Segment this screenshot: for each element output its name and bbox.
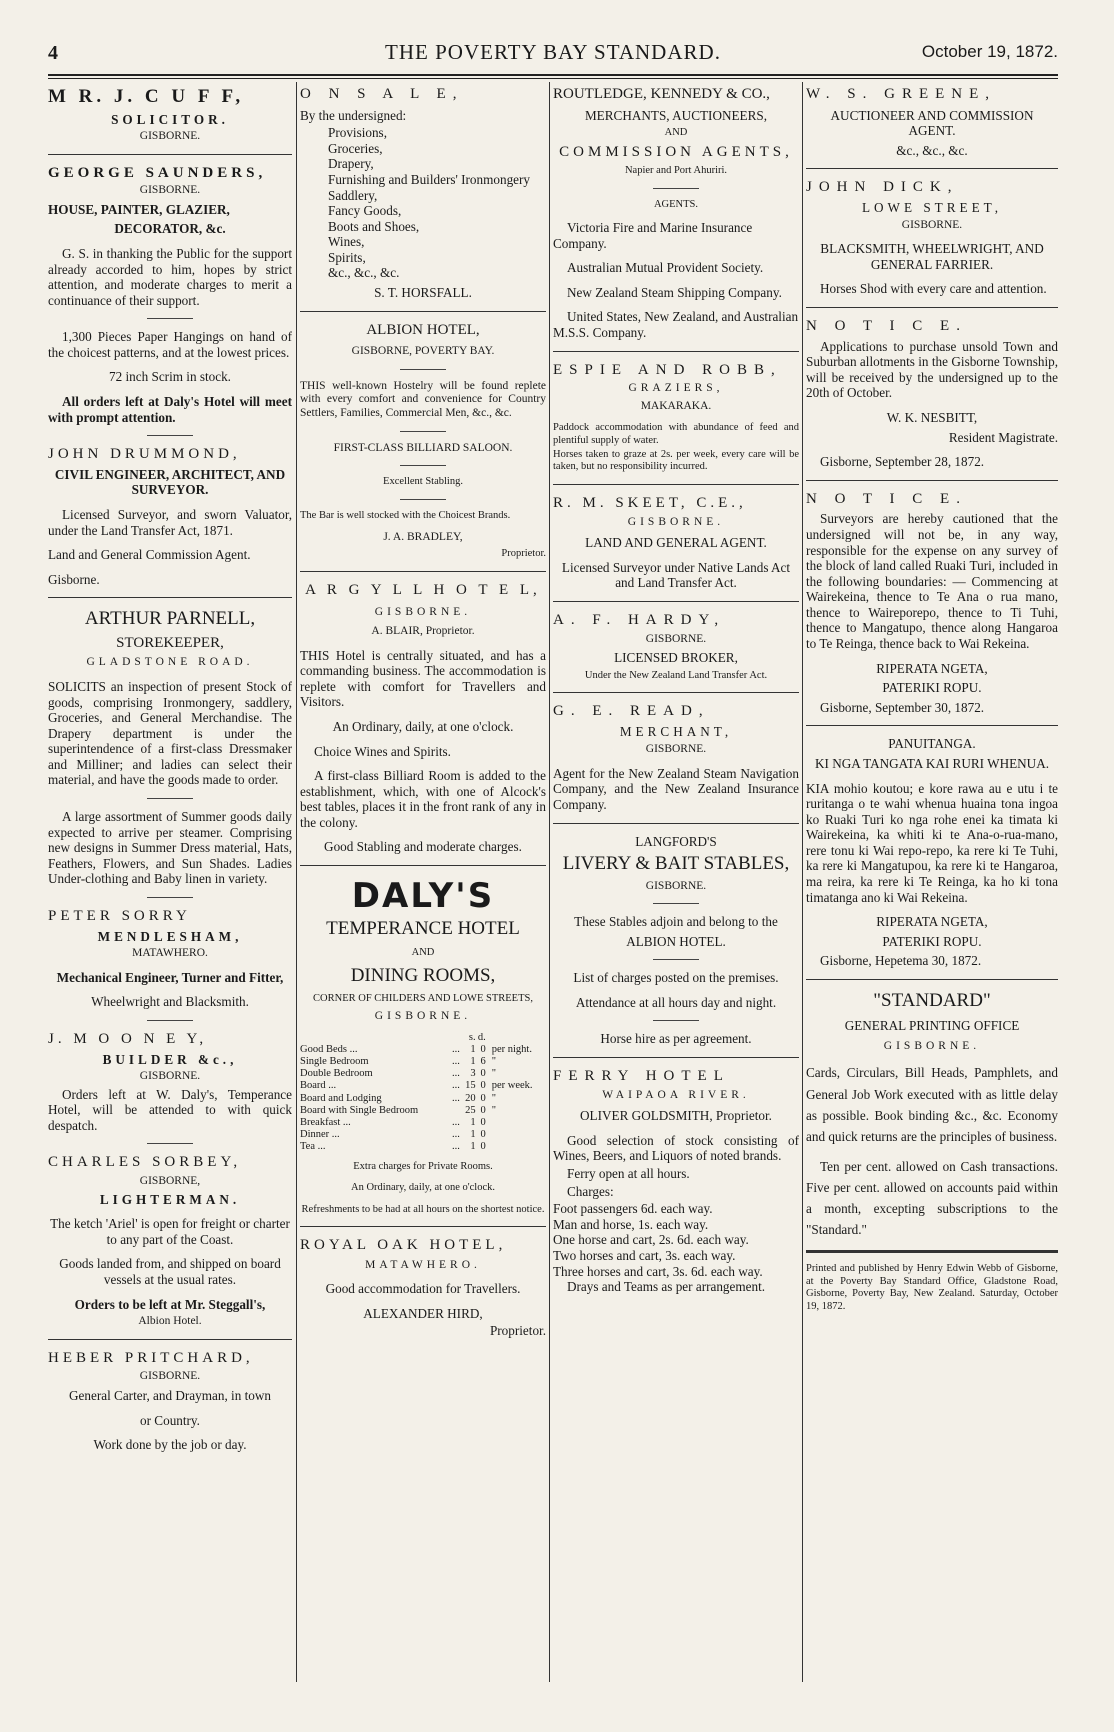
issue-date: October 19, 1872. <box>921 42 1058 61</box>
divider <box>300 1226 546 1227</box>
ad-signature: ALEXANDER HIRD, <box>363 1305 483 1321</box>
ad-signature-title: Proprietor. <box>501 548 546 560</box>
tariff-cell-dots: ... <box>451 1044 460 1056</box>
ferry-rate: Three horses and cart, 3s. 6d. each way. <box>553 1263 763 1279</box>
ad-text: CORNER OF CHILDERS AND LOWE STREETS, <box>313 993 533 1005</box>
ad-heading: M R. J. C U F F, <box>48 86 245 107</box>
sale-item: &c., &c., &c. <box>328 265 400 281</box>
ad-subheading: BUILDER &c., <box>102 1051 238 1067</box>
tariff-cell-item: Good Beds ... <box>300 1044 358 1056</box>
divider <box>400 465 446 466</box>
ad-place: GISBORNE. <box>139 129 201 142</box>
tariff-header-cell: d. <box>477 1032 486 1044</box>
ad-subheading: MERCHANT, <box>619 723 733 739</box>
ad-greene <box>806 86 1058 158</box>
header-rule-thin <box>48 78 1058 79</box>
divider <box>400 431 446 432</box>
ad-place: GISBORNE. <box>627 515 725 528</box>
ad-place: GISBORNE. <box>901 218 963 231</box>
ad-text: Cards, Circulars, Bill Heads, Pamphlets, and General Job Work executed with as little delay as possible. Book binding &c., &c. Economy and quick returns are the principles of business. <box>806 1065 1058 1144</box>
tariff-cell-note: " <box>491 1068 497 1080</box>
tariff-cell-dots: ... <box>451 1128 460 1140</box>
ad-heading: GEORGE SAUNDERS, <box>48 164 267 181</box>
ad-subheading: LIGHTERMAN. <box>99 1191 241 1207</box>
tariff-cell-s: 15 <box>465 1080 476 1092</box>
ad-saunders <box>48 165 292 426</box>
ad-text: By the undersigned: <box>300 107 407 123</box>
divider <box>48 597 292 598</box>
tariff-cell-s: 1 <box>470 1140 476 1152</box>
sale-item: Furnishing and Builders' Ironmongery <box>328 172 530 187</box>
ad-signature: S. T. HORSFALL. <box>374 285 472 301</box>
ad-text: Attendance at all hours day and night. <box>575 994 777 1010</box>
ad-place: MATAWHERO. <box>132 947 208 960</box>
tariff-cell-d: 0 <box>480 1044 486 1056</box>
ad-signature: J. A. BRADLEY, <box>383 530 463 543</box>
ad-hardy <box>553 612 799 682</box>
page-header <box>48 40 1058 70</box>
tariff-cell-item: Breakfast ... <box>300 1116 351 1128</box>
ad-subheading: MENDLESHAM, <box>97 928 243 944</box>
ad-text: Ten per cent. allowed on Cash transactions. Five per cent. allowed on accounts paid within a month, excepting subscriptions to the "Standard." <box>806 1158 1058 1238</box>
tariff-cell-d: 0 <box>480 1092 486 1104</box>
agent-item: Victoria Fire and Marine Insurance Company. <box>553 220 753 251</box>
ad-text: Under the New Zealand Land Transfer Act. <box>584 669 768 681</box>
divider <box>400 369 446 370</box>
ad-place: GISBORNE. <box>645 743 707 756</box>
tariff-cell-note: per week. <box>491 1080 533 1092</box>
tariff-cell-note: " <box>491 1104 497 1116</box>
page-number: 4 <box>48 42 58 64</box>
ad-text: Paddock accommodation with abundance of feed and plentiful supply of water. <box>553 422 799 446</box>
ad-text: Licensed Surveyor, and sworn Valuator, under the Land Transfer Act, 1871. <box>48 507 292 538</box>
sale-item-list <box>300 125 546 281</box>
ad-heading: JOHN DICK, <box>806 179 959 196</box>
ad-text: Land and General Commission Agent. <box>48 547 251 563</box>
tariff-cell-s: 3 <box>470 1068 476 1080</box>
divider <box>300 311 546 312</box>
tariff-row <box>300 1105 546 1117</box>
ad-dalys-hotel <box>300 876 546 1216</box>
ad-text: All orders left at Daly's Hotel will meet with prompt attention. <box>48 394 292 425</box>
divider <box>553 692 799 693</box>
tariff-row <box>300 1129 546 1141</box>
ad-heading: ALBION HOTEL, <box>366 321 480 338</box>
ferry-rate: One horse and cart, 2s. 6d. each way. <box>553 1232 749 1248</box>
ad-notice-ngeta <box>806 491 1058 716</box>
ad-text: Horses taken to graze at 2s. per week, every care will be taken, but no responsibility incurred. <box>553 449 799 473</box>
ad-sorbey <box>48 1154 292 1328</box>
ad-read <box>553 703 799 813</box>
ad-signature: OLIVER GOLDSMITH, Proprietor. <box>580 1108 772 1124</box>
tariff-cell-item: Tea ... <box>300 1140 326 1152</box>
column-divider <box>549 82 550 1682</box>
tariff-row <box>300 1056 546 1068</box>
ad-text: Orders to be left at Mr. Steggall's, <box>74 1296 266 1312</box>
ad-mooney <box>48 1031 292 1134</box>
tariff-row <box>300 1093 546 1105</box>
ad-text: Horse hire as per agreement. <box>600 1031 752 1047</box>
divider <box>806 480 1058 481</box>
ad-text: THIS well-known Hostelry will be found replete with every comfort and convenience for Country Settlers, Families, Commercial Men, &c., &c. <box>300 379 546 419</box>
ad-heading: ARTHUR PARNELL, <box>84 608 256 630</box>
ad-subheading: AUCTIONEER AND COMMISSION AGENT. <box>830 107 1034 139</box>
ad-text: Applications to purchase unsold Town and Suburban allotments in the Gisborne Township, will be received by the undersigned up to the 20th of October. <box>806 338 1058 401</box>
ad-subheading: COMMISSION AGENTS, <box>559 143 793 160</box>
tariff-cell-note: " <box>491 1056 497 1068</box>
ad-subheading: HOUSE, PAINTER, GLAZIER, <box>48 201 230 217</box>
tariff-cell-d: 0 <box>480 1116 486 1128</box>
ad-heading: N O T I C E. <box>806 490 967 507</box>
tariff-cell-dots: ... <box>451 1092 460 1104</box>
tariff-cell-d: 0 <box>480 1140 486 1152</box>
ad-text: AGENTS. <box>653 198 699 210</box>
ad-text: Wheelwright and Blacksmith. <box>91 994 249 1010</box>
tariff-cell-dots: ... <box>451 1068 460 1080</box>
ad-subheading: STOREKEEPER, <box>116 634 224 651</box>
ad-heading: PETER SORRY <box>48 907 191 924</box>
ad-heading: A R G Y L L H O T E L, <box>305 581 541 598</box>
ad-text: A first-class Billiard Room is added to the establishment, which, with one of Alcock's best tables, places it in the front rank of any in the colony. <box>300 768 546 830</box>
ad-heading: ROUTLEDGE, KENNEDY & CO., <box>553 86 770 102</box>
divider <box>806 979 1058 980</box>
agent-item: United States, New Zealand, and Australian M.S.S. Company. <box>553 309 799 340</box>
tariff-cell-note <box>486 1117 546 1129</box>
tariff-cell-s: 1 <box>470 1044 476 1056</box>
ad-heading: A. F. HARDY, <box>553 611 726 628</box>
sale-item: Fancy Goods, <box>328 203 402 219</box>
ad-signature: PATERIKI ROPU. <box>882 933 982 949</box>
ad-place: GISBORNE, POVERTY BAY. <box>351 345 495 358</box>
ad-text: Charges: <box>567 1183 614 1199</box>
tariff-header <box>300 1032 546 1044</box>
ad-albion-hotel <box>300 322 546 561</box>
ad-text: AND <box>664 127 688 139</box>
divider <box>653 1020 699 1021</box>
sale-item: Boots and Shoes, <box>328 218 420 234</box>
ad-signature: W. K. NESBITT, <box>886 409 978 425</box>
divider <box>300 571 546 572</box>
divider <box>806 168 1058 169</box>
tariff-cell-d: 0 <box>480 1080 486 1092</box>
ad-heading: N O T I C E. <box>806 317 967 334</box>
ad-text: Surveyors are hereby cautioned that the undersigned will not be, in any way, responsible for the expense on any survey of the block of land called Ruaki Turi, included in the following boundaries: — Commencing at Wairekeina, thence to Te Ana o rua mano, thence to Waireporepo, thence to Ti Tuhi, thence to Mangatupo, thence along Hangaroa to Te Reinga, thence back to Wai Rekeina. <box>806 511 1058 652</box>
column-3 <box>553 86 799 1686</box>
divider <box>400 499 446 500</box>
ad-signature: A. BLAIR, Proprietor. <box>371 625 475 638</box>
ad-heading: CHARLES SORBEY, <box>48 1154 242 1171</box>
ad-text: 1,300 Pieces Paper Hangings on hand of the choicest patterns, and at the lowest prices. <box>48 329 292 360</box>
ad-place: GISBORNE. <box>645 632 707 645</box>
ad-text: or Country. <box>140 1412 200 1428</box>
ad-text: Agent for the New Zealand Steam Navigation Company, and the New Zealand Insurance Company. <box>553 765 799 813</box>
ad-text: Good Stabling and moderate charges. <box>324 839 522 855</box>
ad-ferry-hotel <box>553 1068 799 1295</box>
ad-routledge <box>553 86 799 341</box>
ad-langford <box>553 834 799 1047</box>
divider <box>553 1057 799 1058</box>
divider <box>553 484 799 485</box>
printer-imprint: Printed and published by Henry Edwin Webb of Gisborne, at the Poverty Bay Standard Office, Gladstone Road, Gisborne, Poverty Bay, New Zealand. Saturday, October 19, 1872. <box>806 1263 1058 1312</box>
ad-date: Gisborne, September 28, 1872. <box>820 454 985 470</box>
ad-text: Good accommodation for Travellers. <box>325 1281 521 1297</box>
ad-text: General Carter, and Drayman, in town <box>69 1387 271 1403</box>
divider <box>806 725 1058 726</box>
ad-text: List of charges posted on the premises. <box>573 970 779 986</box>
ad-place: GISBORNE. <box>883 1039 981 1052</box>
tariff-cell-d: 0 <box>480 1068 486 1080</box>
ferry-rates-list <box>553 1201 799 1279</box>
ad-text: An Ordinary, daily, at one o'clock. <box>351 1182 495 1194</box>
tariff-cell-d: 6 <box>480 1056 486 1068</box>
ad-heading: "STANDARD" <box>873 989 991 1011</box>
ad-subheading: TEMPERANCE HOTEL <box>326 918 520 940</box>
ad-date: Gisborne, September 30, 1872. <box>820 699 985 715</box>
divider <box>553 823 799 824</box>
ad-text: ALBION HOTEL. <box>626 933 726 949</box>
column-1 <box>48 86 292 1686</box>
tariff-cell-s: 1 <box>470 1056 476 1068</box>
tariff-cell-d: 0 <box>480 1104 486 1116</box>
ad-sorry <box>48 908 292 1010</box>
ad-heading: J. M O O N E Y, <box>48 1030 208 1047</box>
ad-subheading: GRAZIERS, <box>628 382 724 395</box>
ad-heading: ROYAL OAK HOTEL, <box>300 1236 507 1253</box>
ad-text: The ketch 'Ariel' is open for freight or charter to any part of the Coast. <box>50 1216 290 1247</box>
agent-item: New Zealand Steam Shipping Company. <box>567 284 782 300</box>
divider <box>806 307 1058 308</box>
ad-text: Choice Wines and Spirits. <box>314 743 451 759</box>
column-2 <box>300 86 546 1686</box>
tariff-header-cell: s. <box>468 1032 476 1044</box>
divider <box>553 601 799 602</box>
ad-heading: O N S A L E, <box>300 86 464 102</box>
column-divider <box>296 82 297 1682</box>
tariff-cell-s: 1 <box>470 1128 476 1140</box>
tariff-cell-item: Double Bedroom <box>300 1068 373 1080</box>
ferry-rate: Two horses and cart, 3s. each way. <box>553 1247 736 1263</box>
ad-place: GISBORNE. <box>374 1009 472 1022</box>
ad-text: &c., &c., &c. <box>896 142 968 158</box>
ad-text: AND <box>411 946 435 958</box>
ad-text: Ferry open at all hours. <box>567 1166 690 1182</box>
tariff-cell-s: 20 <box>465 1092 476 1104</box>
ad-heading: JOHN DRUMMOND, <box>48 446 241 463</box>
ferry-rate: Foot passengers 6d. each way. <box>553 1201 713 1217</box>
ad-text: Refreshments to be had at all hours on the shortest notice. <box>301 1203 545 1215</box>
ad-place: GISBORNE, <box>139 1175 201 1188</box>
column-4 <box>806 86 1058 1686</box>
ad-text: Excellent Stabling. <box>383 476 463 488</box>
ad-subheading: LIVERY & BAIT STABLES, <box>562 853 790 875</box>
tariff-row <box>300 1141 546 1153</box>
ad-subheading: BLACKSMITH, WHEELWRIGHT, AND GENERAL FARRIER. <box>820 241 1044 272</box>
tariff-cell-dots: ... <box>451 1140 460 1152</box>
tariff-cell-dots: ... <box>451 1080 460 1092</box>
ad-heading: LANGFORD'S <box>635 833 717 849</box>
tariff-cell-note <box>486 1141 546 1153</box>
ad-date: Gisborne, Hepetema 30, 1872. <box>820 953 982 969</box>
sale-item: Drapery, <box>328 156 374 172</box>
tariff-cell-item: Dinner ... <box>300 1128 340 1140</box>
sale-item: Wines, <box>328 234 365 250</box>
divider <box>48 154 292 155</box>
divider <box>147 435 193 436</box>
tariff-cell-s: 1 <box>470 1116 476 1128</box>
ad-subheading: DECORATOR, &c. <box>114 221 226 237</box>
ad-place: GLADSTONE ROAD. <box>86 656 254 669</box>
ad-text: Goods landed from, and shipped on board vessels at the usual rates. <box>59 1256 281 1288</box>
ferry-rate: Man and horse, 1s. each way. <box>553 1216 709 1232</box>
ad-text: A large assortment of Summer goods daily expected to arrive per steamer. Comprising new designs in Summer Dress material, Hats, Feathers, Flowers, and Sun Shades. Ladies Under-clothing and Baby linen in variety. <box>48 809 292 887</box>
divider <box>300 865 546 866</box>
ad-text: SOLICITS an inspection of present Stock of goods, comprising Ironmongery, saddlery, Groceries, and General Merchandise. The Drapery department is under the superintendence of a first-class Dressmaker and Milliner; and ladies can select their material, and have the goods made to order. <box>48 678 292 788</box>
ad-dick <box>806 179 1058 297</box>
tariff-row <box>300 1080 546 1092</box>
ad-cuff <box>48 86 292 144</box>
ad-on-sale <box>300 86 546 301</box>
ad-subheading: LAND AND GENERAL AGENT. <box>585 535 767 551</box>
divider <box>48 1339 292 1340</box>
tariff-row <box>300 1117 546 1129</box>
tariff-cell-item: Board with Single Bedroom <box>300 1104 419 1116</box>
ad-text: The Bar is well stocked with the Choicest Brands. <box>300 509 511 521</box>
ad-text: An Ordinary, daily, at one o'clock. <box>332 718 514 734</box>
ad-parnell <box>48 608 292 887</box>
tariff-cell-d: 0 <box>480 1128 486 1140</box>
divider <box>147 897 193 898</box>
ad-skeet <box>553 495 799 591</box>
sale-item: Groceries, <box>328 140 383 156</box>
ad-heading: W. S. GREENE, <box>806 86 997 102</box>
ad-heading: R. M. SKEET, C.E., <box>553 494 747 511</box>
ad-royal-oak-hotel <box>300 1237 546 1339</box>
ad-subheading: DINING ROOMS, <box>350 964 496 986</box>
tariff-cell-item: Single Bedroom <box>300 1056 369 1068</box>
ad-place: Napier and Port Ahuriri. <box>624 165 728 177</box>
ad-text: Horses Shod with every care and attention. <box>820 281 1047 297</box>
masthead-title: THE POVERTY BAY STANDARD. <box>385 40 721 64</box>
tariff-cell-note: " <box>491 1092 497 1104</box>
divider <box>653 903 699 904</box>
sale-item: Spirits, <box>328 249 366 265</box>
tariff-cell-dots <box>452 1105 462 1117</box>
divider <box>653 959 699 960</box>
ad-text: G. S. in thanking the Public for the support already accorded to him, hopes by strict attention, and moderate charges to merit a continuance of their support. <box>48 245 292 308</box>
ad-heading: FERRY HOTEL <box>553 1068 730 1085</box>
ad-heading: PANUITANGA. <box>888 736 976 752</box>
ad-subheading: LOWE STREET, <box>861 200 1003 216</box>
ad-signature: RIPERATA NGETA, <box>876 914 988 930</box>
ad-place: GISBORNE. <box>374 605 472 618</box>
ad-signature: RIPERATA NGETA, <box>876 660 988 676</box>
ad-text: KIA mohio koutou; e kore rawa au e utu i te ruritanga o te wahi whenua huaina tona ingoa ko Ruaki Turi ko nga rohe enei ka timata ki Wairekeina, ka whiti ki te Ana-o-rua-mano, rere tonu ki Wai repo-repo, ka rere ki Te Tuhi, ka rere ki Mangatupou, ka rere ki te Hangaroa, ma reira, ka rere ki Te Reinga, ka ho ki tona timatanga ano ki Wai Rekeina. <box>806 780 1058 905</box>
tariff-cell-item: Board and Lodging <box>300 1092 382 1104</box>
ad-text: Orders left at W. Daly's, Temperance Hotel, will be attended to with quick despatch. <box>48 1086 292 1133</box>
tariff-table <box>300 1032 546 1153</box>
ad-place: MAKARAKA. <box>640 399 712 412</box>
ad-standard-printing <box>806 990 1058 1241</box>
ad-subheading: LICENSED BROKER, <box>614 650 738 666</box>
divider <box>147 1143 193 1144</box>
ad-drummond <box>48 446 292 587</box>
ad-text: Licensed Surveyor under Native Lands Act and Land Transfer Act. <box>561 559 791 591</box>
tariff-cell-item: Board ... <box>300 1080 337 1092</box>
ad-text: Good selection of stock consisting of Wines, Beers, and Liquors of noted brands. <box>553 1132 799 1164</box>
divider <box>653 188 699 189</box>
tariff-row <box>300 1068 546 1080</box>
ad-text: Mechanical Engineer, Turner and Fitter, <box>56 969 284 985</box>
divider <box>553 351 799 352</box>
ad-heading: HEBER PRITCHARD, <box>48 1349 254 1366</box>
divider <box>147 318 193 319</box>
tariff-cell-s: 25 <box>465 1104 476 1116</box>
ad-text: These Stables adjoin and belong to the <box>574 914 778 930</box>
sale-item: Provisions, <box>328 125 387 141</box>
tariff-cell-note <box>486 1129 546 1141</box>
ad-argyll-hotel <box>300 582 546 855</box>
ad-text: Extra charges for Private Rooms. <box>353 1160 493 1172</box>
ad-heading: G. E. READ, <box>553 703 710 720</box>
ad-espie-robb <box>553 362 799 474</box>
ad-place: GISBORNE. <box>139 184 201 197</box>
ad-place: WAIPAOA RIVER. <box>602 1088 750 1101</box>
ad-signature-title: Proprietor. <box>489 1323 546 1339</box>
ad-subheading: SOLICITOR. <box>111 112 229 128</box>
ad-text: Work done by the job or day. <box>93 1437 247 1453</box>
ad-text: 72 inch Scrim in stock. <box>109 369 231 385</box>
agents-list <box>553 220 799 340</box>
ad-heading: DALY'S <box>351 875 495 916</box>
ad-text: THIS Hotel is centrally situated, and has a commanding business. The accommodation is replete with comfort for Travellers and Visitors. <box>300 647 546 710</box>
ad-place: GISBORNE. <box>645 879 707 892</box>
ad-heading: ESPIE AND ROBB, <box>553 361 782 378</box>
ad-subheading: MERCHANTS, AUCTIONEERS, <box>584 107 768 123</box>
ad-subheading: KI NGA TANGATA KAI RURI WHENUA. <box>814 755 1050 771</box>
tariff-cell-dots: ... <box>451 1116 460 1128</box>
ad-text: FIRST-CLASS BILLIARD SALOON. <box>333 441 513 454</box>
ad-place: GISBORNE. <box>139 1370 201 1383</box>
divider <box>806 1250 1058 1253</box>
tariff-row <box>300 1044 546 1056</box>
agent-item: Australian Mutual Provident Society. <box>567 260 764 276</box>
ad-signature-title: Resident Magistrate. <box>948 429 1058 445</box>
ad-subheading: CIVIL ENGINEER, ARCHITECT, AND SURVEYOR. <box>54 466 286 498</box>
ad-place: MATAWHERO. <box>365 1258 481 1271</box>
header-rule <box>48 74 1058 76</box>
ad-subheading: GENERAL PRINTING OFFICE <box>844 1018 1020 1034</box>
ad-notice-nesbitt <box>806 318 1058 470</box>
ad-text: Albion Hotel. <box>138 1315 202 1328</box>
ad-place: GISBORNE. <box>139 1070 201 1083</box>
tariff-cell-dots: ... <box>451 1056 460 1068</box>
ad-panuitanga <box>806 736 1058 969</box>
column-divider <box>802 82 803 1682</box>
ad-pritchard <box>48 1350 292 1453</box>
tariff-cell-note: per night. <box>491 1044 532 1056</box>
sale-item: Saddlery, <box>328 187 378 203</box>
ad-signature: PATERIKI ROPU. <box>882 680 982 696</box>
ad-text: Gisborne. <box>48 571 100 587</box>
divider <box>147 1020 193 1021</box>
divider <box>147 798 193 799</box>
ad-text: Drays and Teams as per arrangement. <box>567 1279 766 1295</box>
